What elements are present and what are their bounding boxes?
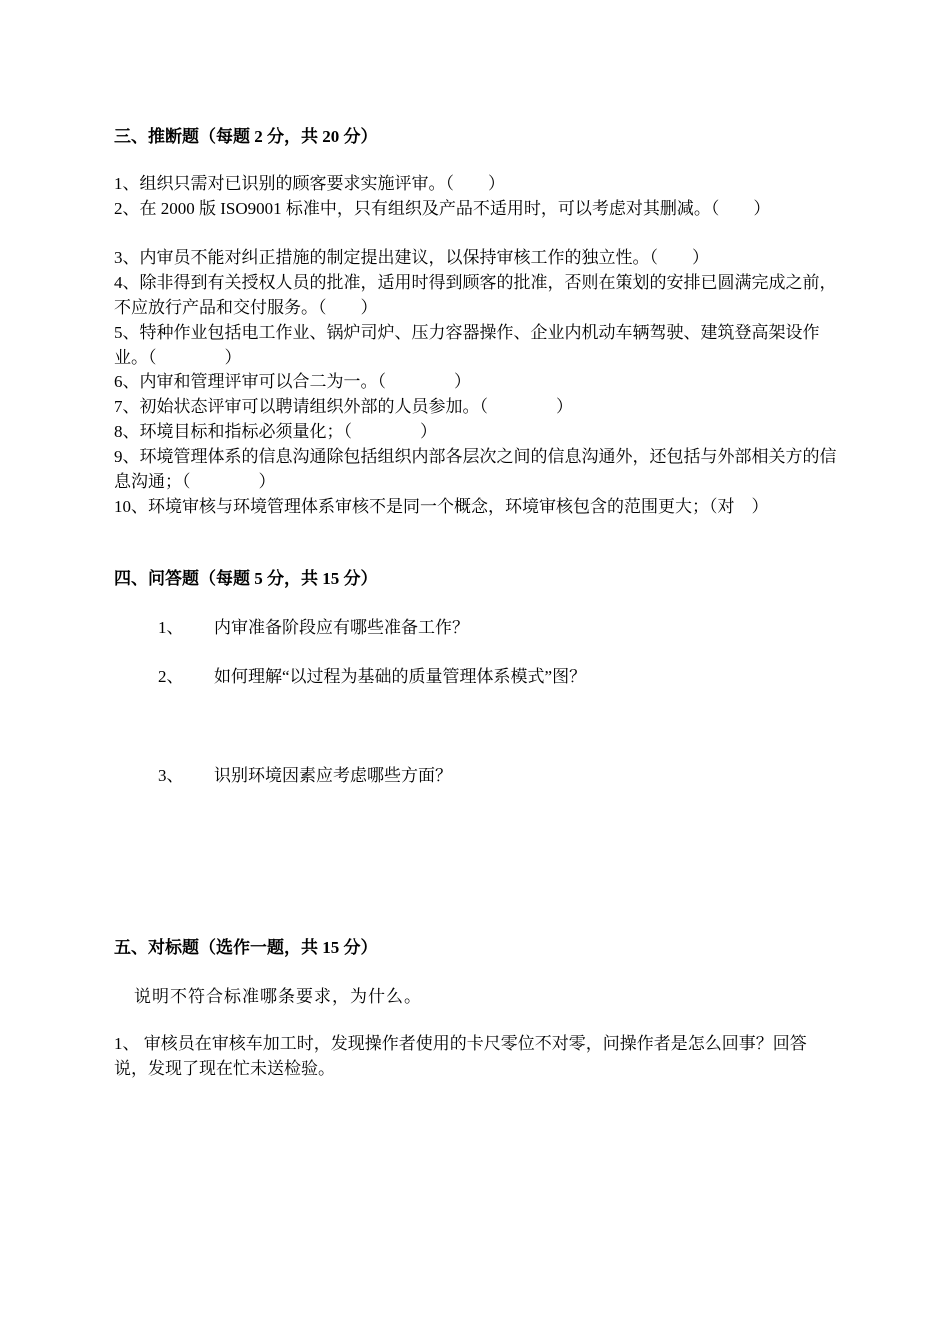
case-1: 1、 审核员在审核车加工时，发现操作者使用的卡尺零位不对零，问操作者是怎么回事？回答说，发现了现在忙未送检验。 [114,1034,807,1078]
judgment-item-9: 9、环境管理体系的信息沟通除包括组织内部各层次之间的信息沟通外，还包括与外部相关方的信息沟通；（ ） [114,447,837,491]
judgment-item-1: 1、组织只需对已识别的顾客要求实施评审。（ ） [114,174,505,193]
section5-heading: 五、对标题（选作一题，共 15 分） [114,938,378,957]
question-3-text: 识别环境因素应考虑哪些方面？ [214,766,452,785]
section4-heading: 四、问答题（每题 5 分，共 15 分） [114,569,378,588]
instruction-note: 说明不符合标准哪条要求，为什么。 [134,987,422,1006]
question-2-number: 2、 [158,667,184,686]
question-3-number: 3、 [158,766,184,785]
judgment-item-8: 8、环境目标和指标必须量化；（ ） [114,422,437,441]
question-1-number: 1、 [158,618,184,637]
judgment-item-7: 7、初始状态评审可以聘请组织外部的人员参加。（ ） [114,397,573,416]
question-1-text: 内审准备阶段应有哪些准备工作？ [214,618,469,637]
judgment-item-2: 2、在 2000 版 ISO9001 标准中，只有组织及产品不适用时，可以考虑对其删减。（ ） [114,199,771,218]
question-2-text: 如何理解“以过程为基础的质量管理体系模式”图？ [214,667,587,686]
judgment-item-4: 4、除非得到有关授权人员的批准，适用时得到顾客的批准，否则在策划的安排已圆满完成之前，不应放行产品和交付服务。（ ） [114,273,837,317]
section3-heading: 三、推断题（每题 2 分，共 20 分） [114,127,378,146]
judgment-item-6: 6、内审和管理评审可以合二为一。（ ） [114,372,471,391]
judgment-item-10: 10、环境审核与环境管理体系审核不是同一个概念，环境审核包含的范围更大；（对 ） [114,497,769,516]
judgment-item-3: 3、内审员不能对纠正措施的制定提出建议，以保持审核工作的独立性。（ ） [114,248,709,267]
judgment-item-5: 5、特种作业包括电工作业、锅炉司炉、压力容器操作、企业内机动车辆驾驶、建筑登高架设作业。（ ） [114,323,820,367]
